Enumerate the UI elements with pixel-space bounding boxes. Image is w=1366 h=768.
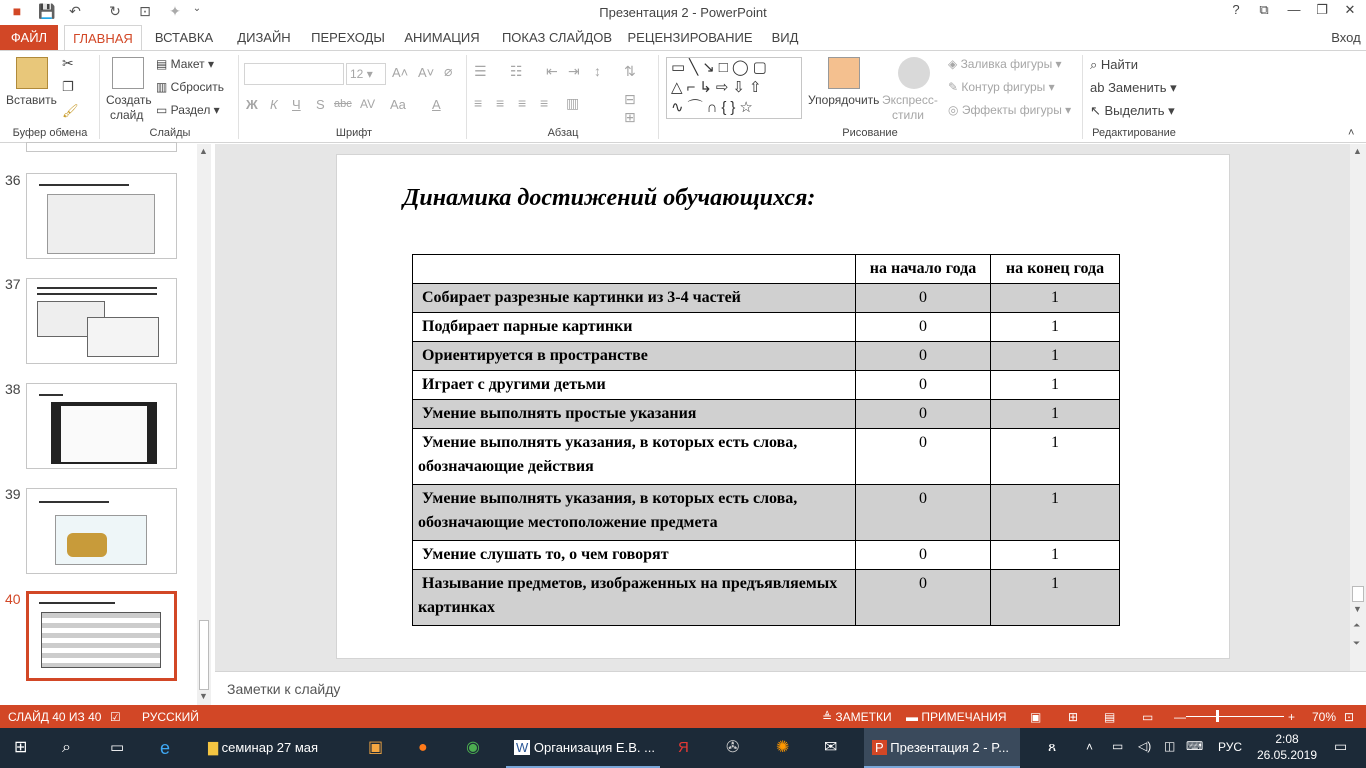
separator	[1082, 55, 1083, 139]
tab-insert[interactable]: ВСТАВКА	[154, 30, 214, 45]
scroll-up-icon[interactable]: ▲	[1353, 146, 1362, 156]
row-label: Подбирает парные картинки	[413, 313, 856, 342]
network-icon[interactable]: ◫	[1164, 739, 1176, 753]
font-name-input[interactable]	[244, 63, 344, 85]
section-icon: ▭	[156, 103, 171, 117]
align-right-icon[interactable]: ≡	[518, 95, 527, 111]
zoom-slider-handle[interactable]	[1216, 710, 1219, 722]
slide-counter: СЛАЙД 40 ИЗ 40	[8, 710, 102, 724]
arrange-button[interactable]: Упорядочить	[808, 93, 880, 107]
windows-taskbar	[0, 728, 1366, 768]
zoom-out-icon[interactable]: —	[1174, 710, 1186, 724]
start-slideshow-icon[interactable]: ⊡	[139, 3, 151, 19]
title-bar	[0, 0, 1366, 25]
window-title: Презентация 2 - PowerPoint	[599, 5, 767, 20]
tab-design[interactable]: ДИЗАЙН	[237, 30, 291, 45]
comment-icon: ▬	[906, 710, 922, 724]
cut-icon[interactable]: ✂	[62, 55, 74, 71]
pen-icon: ✎	[948, 80, 962, 94]
spellcheck-icon[interactable]: ☑	[110, 710, 121, 724]
language-indicator[interactable]: РУССКИЙ	[142, 710, 199, 724]
taskbar-item-label: Организация Е.В. ...	[533, 740, 655, 755]
font-size-value: 12	[350, 67, 364, 81]
minimize-button[interactable]: —	[1287, 2, 1301, 17]
previous-slide-icon[interactable]: ⏶	[1353, 620, 1361, 630]
comments-toggle[interactable]	[906, 710, 1007, 724]
replace-button[interactable]: ab Заменить ▾	[1090, 80, 1177, 95]
line-spacing-icon[interactable]: ↕	[594, 63, 601, 79]
shape-outline-button[interactable]: ✎ Контур фигуры ▾	[948, 80, 1055, 94]
slide-number: 39	[5, 486, 21, 502]
chrome-icon[interactable]: ◉	[466, 739, 480, 756]
slide-thumbnail-38[interactable]	[26, 383, 177, 469]
row-label: Собирает разрезные картинки из 3-4 частей	[413, 284, 856, 313]
row-label: Умение выполнять указания, в которых есть слова, обозначающие местоположение предмета	[413, 485, 856, 541]
next-slide-icon[interactable]: ⏷	[1353, 638, 1361, 648]
thumb-title	[37, 287, 157, 295]
effects-icon: ◎	[948, 103, 962, 117]
keyboard-icon[interactable]: ⌨	[1186, 739, 1204, 753]
taskbar-item-label: Презентация 2 - P...	[890, 740, 1010, 755]
achievements-table[interactable]	[412, 254, 1120, 626]
notes-icon: ≜	[822, 710, 836, 724]
folder-icon: ▇	[208, 740, 222, 755]
tab-home[interactable]: ГЛАВНАЯ	[64, 25, 142, 51]
row-end-value: 1	[991, 400, 1120, 429]
clipboard-group-label: Буфер обмена	[12, 127, 88, 139]
table-header-row	[413, 255, 1120, 284]
ribbon	[0, 50, 1366, 143]
editing-group-label: Редактирование	[1092, 127, 1176, 139]
binoculars-icon: ⌕	[1090, 57, 1101, 72]
table-row	[413, 400, 1120, 429]
thumb-title	[39, 394, 63, 396]
table-row	[413, 342, 1120, 371]
reset-button[interactable]	[156, 80, 224, 94]
slide-sorter-icon[interactable]: ⊞	[1068, 710, 1079, 724]
touch-mode-icon[interactable]: ✦	[169, 3, 181, 19]
separator	[466, 55, 467, 139]
row-label: Умение слушать то, о чем говорят	[413, 541, 856, 570]
slide-thumbnail-36[interactable]	[26, 173, 177, 259]
separator	[658, 55, 659, 139]
zoom-level[interactable]: 70%	[1312, 710, 1337, 724]
taskbar-item-word[interactable]	[506, 728, 660, 768]
settings-app-icon[interactable]: ✺	[776, 739, 790, 756]
change-case-button[interactable]: Aa	[390, 97, 406, 112]
yandex-icon[interactable]: Я	[678, 739, 689, 756]
thumb-screenshot	[47, 194, 155, 254]
slide-area-scrollbar[interactable]	[1350, 144, 1366, 671]
table-row	[413, 570, 1120, 626]
slideshow-view-icon[interactable]: ▭	[1142, 710, 1154, 724]
notes-placeholder: Заметки к слайду	[227, 681, 341, 697]
bold-button[interactable]: Ж	[246, 97, 258, 112]
strikethrough-button[interactable]: abc	[334, 98, 352, 110]
undo-icon[interactable]: ↶	[69, 3, 81, 19]
fit-to-window-icon[interactable]: ⊡	[1344, 710, 1355, 724]
scroll-up-icon[interactable]: ▲	[199, 146, 208, 156]
copy-icon[interactable]: ❐	[62, 79, 74, 94]
quick-styles-button-label2[interactable]: стили	[892, 108, 924, 122]
thumb-house-image	[67, 533, 107, 557]
row-start-value: 0	[856, 485, 991, 541]
slide-thumbnail-40[interactable]	[26, 591, 177, 681]
ribbon-display-button[interactable]: ⧉	[1259, 2, 1269, 17]
underline-button[interactable]: Ч	[292, 97, 301, 112]
row-label: Умение выполнять указания, в которых есть слова, обозначающие действия	[413, 429, 856, 485]
section-button[interactable]: ▭ Раздел ▾	[156, 103, 220, 117]
find-label: Найти	[1100, 57, 1139, 72]
table-row	[413, 429, 1120, 485]
thumb-drawing	[61, 406, 147, 462]
row-start-value: 0	[856, 429, 991, 485]
slide-number: 36	[5, 172, 21, 188]
powerpoint-logo-icon: ■	[12, 3, 22, 19]
row-end-value: 1	[991, 485, 1120, 541]
status-bar	[0, 705, 1366, 728]
shape-fill-label: Заливка фигуры	[960, 57, 1053, 71]
thumb-title	[39, 602, 115, 604]
thumb-title	[39, 501, 109, 503]
clear-format-icon[interactable]: ⌀	[444, 63, 453, 79]
layout-button[interactable]: ▤ Макет ▾	[156, 57, 214, 71]
slide-editing-area	[215, 144, 1350, 671]
paint-bucket-icon: ◈	[948, 57, 961, 71]
clock-time[interactable]: 2:08	[1275, 732, 1299, 746]
volume-icon[interactable]: ◁)	[1138, 739, 1152, 753]
bullets-icon[interactable]: ☰	[474, 63, 487, 79]
select-button[interactable]: ↖ Выделить ▾	[1090, 103, 1175, 118]
format-painter-icon[interactable]: 🖌	[62, 103, 79, 118]
mail-icon[interactable]: ✉	[824, 739, 838, 756]
row-start-value: 0	[856, 541, 991, 570]
scroll-down-icon[interactable]: ▼	[199, 691, 208, 701]
tab-file[interactable]: ФАЙЛ	[0, 25, 58, 50]
edge-icon[interactable]: e	[160, 738, 171, 758]
scroll-down-icon[interactable]: ▼	[1353, 604, 1362, 614]
smartart-icon[interactable]: ⊞	[624, 109, 636, 125]
align-left-icon[interactable]: ≡	[474, 95, 483, 111]
media-icon[interactable]: ✇	[726, 739, 740, 756]
slide-title[interactable]: Динамика достижений обучающихся:	[403, 185, 816, 211]
slide-number: 38	[5, 381, 21, 397]
paste-button[interactable]: Вставить	[6, 93, 57, 107]
table-row	[413, 485, 1120, 541]
customize-qat-icon[interactable]: ⌄	[192, 3, 202, 14]
slide-canvas[interactable]	[336, 154, 1230, 659]
sign-in-link[interactable]: Вход	[1331, 30, 1361, 45]
tab-animation[interactable]: АНИМАЦИЯ	[404, 30, 480, 45]
columns-icon[interactable]: ▥	[566, 95, 580, 111]
table-row	[413, 313, 1120, 342]
font-color-button[interactable]: A	[432, 97, 441, 112]
shape-effects-button[interactable]: ◎ Эффекты фигуры ▾	[948, 103, 1072, 117]
font-size-input[interactable]: 12 ▾	[346, 63, 386, 85]
replace-label: Заменить	[1108, 80, 1167, 95]
shape-effects-label: Эффекты фигуры	[961, 103, 1062, 117]
clock-date[interactable]: 26.05.2019	[1256, 748, 1318, 762]
row-start-value: 0	[856, 313, 991, 342]
taskbar-item-label: семинар 27 мая	[221, 740, 319, 755]
find-button[interactable]	[1090, 57, 1138, 73]
slide-number-selected: 40	[5, 591, 21, 607]
slide-thumbnail-35-partial[interactable]	[26, 142, 177, 152]
justify-icon[interactable]: ≡	[540, 95, 549, 111]
reset-label: Сбросить	[170, 80, 225, 94]
new-slide-button-label2[interactable]: слайд	[110, 108, 144, 122]
table-header-cell: на начало года	[856, 255, 991, 284]
notes-toggle-label: ЗАМЕТКИ	[835, 710, 892, 724]
comments-toggle-label: ПРИМЕЧАНИЯ	[921, 710, 1007, 724]
notes-toggle[interactable]	[822, 710, 892, 724]
table-row	[413, 284, 1120, 313]
section-label: Раздел	[170, 103, 211, 117]
row-label: Называние предметов, изображенных на предъявляемых картинках	[413, 570, 856, 626]
maximize-button[interactable]: ❐	[1316, 2, 1328, 17]
numbering-icon[interactable]: ☷	[510, 63, 523, 79]
reading-view-icon[interactable]: ▤	[1104, 710, 1116, 724]
table-row	[413, 371, 1120, 400]
zoom-slider[interactable]	[1186, 716, 1284, 717]
action-center-icon[interactable]: ▭	[1334, 738, 1348, 754]
replace-icon: ab	[1090, 80, 1109, 95]
table-header-cell: на конец года	[991, 255, 1120, 284]
search-icon[interactable]: ⌕	[62, 739, 71, 756]
save-icon[interactable]: 💾	[38, 3, 56, 19]
collapse-ribbon-icon[interactable]: ˄	[1348, 127, 1355, 139]
scroll-thumb[interactable]	[1352, 586, 1364, 602]
row-start-value: 0	[856, 570, 991, 626]
shape-outline-label: Контур фигуры	[961, 80, 1046, 94]
decrease-indent-icon[interactable]: ⇤	[546, 63, 558, 79]
help-button[interactable]: ?	[1232, 2, 1240, 17]
char-spacing-button[interactable]: AV	[360, 97, 376, 111]
row-label: Играет с другими детьми	[413, 371, 856, 400]
battery-icon[interactable]: ▭	[1112, 739, 1124, 753]
row-label: Умение выполнять простые указания	[413, 400, 856, 429]
word-icon: W	[516, 740, 529, 755]
taskbar-item-powerpoint[interactable]	[864, 728, 1020, 768]
quick-styles-button[interactable]: Экспресс-	[882, 93, 938, 107]
row-end-value: 1	[991, 429, 1120, 485]
italic-button[interactable]: К	[270, 97, 278, 112]
align-center-icon[interactable]: ≡	[496, 95, 505, 111]
quick-styles-icon	[898, 57, 930, 89]
tab-slideshow[interactable]: ПОКАЗ СЛАЙДОВ	[501, 30, 613, 45]
row-label: Ориентируется в пространстве	[413, 342, 856, 371]
task-view-icon[interactable]: ▭	[110, 739, 125, 756]
store-icon[interactable]: ▣	[368, 739, 384, 756]
new-slide-icon	[112, 57, 144, 89]
powerpoint-icon: P	[872, 740, 887, 755]
thumb-title	[39, 184, 129, 186]
close-button[interactable]: ✕	[1344, 2, 1356, 17]
row-end-value: 1	[991, 313, 1120, 342]
redo-icon[interactable]: ↻	[109, 3, 121, 19]
notes-pane[interactable]	[215, 671, 1366, 705]
row-end-value: 1	[991, 570, 1120, 626]
table-header-cell	[413, 255, 856, 284]
grow-font-icon[interactable]: A˄	[392, 65, 409, 80]
paragraph-group-label: Абзац	[547, 127, 579, 139]
slides-group-label: Слайды	[149, 127, 191, 139]
slide-number: 37	[5, 276, 21, 292]
row-start-value: 0	[856, 371, 991, 400]
row-end-value: 1	[991, 284, 1120, 313]
slides-panel-scroll-thumb[interactable]	[199, 620, 209, 690]
tab-view[interactable]: ВИД	[771, 30, 799, 45]
thumb-screenshot	[87, 317, 159, 357]
text-direction-icon[interactable]: ⇅	[624, 63, 636, 79]
shapes-gallery[interactable]: ▭╲↘□◯▢ △⌐↳⇨⇩⇧ ∿⌒∩{}☆	[666, 57, 802, 119]
select-label: Выделить	[1104, 103, 1165, 118]
table-row	[413, 541, 1120, 570]
tab-transitions[interactable]: ПЕРЕХОДЫ	[311, 30, 385, 45]
people-icon[interactable]: ጸ	[1048, 738, 1057, 754]
input-language[interactable]: РУС	[1218, 740, 1243, 754]
shape-fill-button[interactable]: ◈ Заливка фигуры ▾	[948, 57, 1062, 71]
paste-icon	[16, 57, 48, 89]
new-slide-button[interactable]: Создать	[106, 93, 152, 107]
increase-indent-icon[interactable]: ⇥	[568, 63, 580, 79]
thumb-table	[41, 612, 161, 668]
zoom-in-icon[interactable]: +	[1288, 710, 1296, 724]
layout-icon: ▤	[156, 57, 171, 71]
row-start-value: 0	[856, 400, 991, 429]
row-end-value: 1	[991, 541, 1120, 570]
shrink-font-icon[interactable]: A˅	[418, 65, 435, 80]
windows-start-icon[interactable]: ⊞	[14, 739, 28, 756]
arrange-icon	[828, 57, 860, 89]
row-start-value: 0	[856, 284, 991, 313]
shadow-button[interactable]: S	[316, 97, 325, 112]
taskbar-item-explorer[interactable]	[200, 728, 346, 768]
row-end-value: 1	[991, 371, 1120, 400]
firefox-icon[interactable]: ●	[418, 739, 428, 756]
slides-panel	[0, 144, 215, 705]
ribbon-tabs	[0, 25, 1366, 50]
cursor-icon: ↖	[1090, 103, 1105, 118]
row-end-value: 1	[991, 342, 1120, 371]
reset-icon: ▥	[156, 80, 171, 94]
normal-view-icon[interactable]: ▣	[1030, 710, 1042, 724]
slide-thumbnail-37[interactable]	[26, 278, 177, 364]
tab-review[interactable]: РЕЦЕНЗИРОВАНИЕ	[627, 30, 753, 45]
drawing-group-label: Рисование	[842, 127, 898, 139]
separator	[238, 55, 239, 139]
tray-chevron-icon[interactable]: ˄	[1086, 740, 1094, 754]
align-text-icon[interactable]: ⊟	[624, 91, 636, 107]
slide-thumbnail-39[interactable]	[26, 488, 177, 574]
font-group-label: Шрифт	[335, 127, 373, 139]
row-start-value: 0	[856, 342, 991, 371]
layout-label: Макет	[170, 57, 205, 71]
